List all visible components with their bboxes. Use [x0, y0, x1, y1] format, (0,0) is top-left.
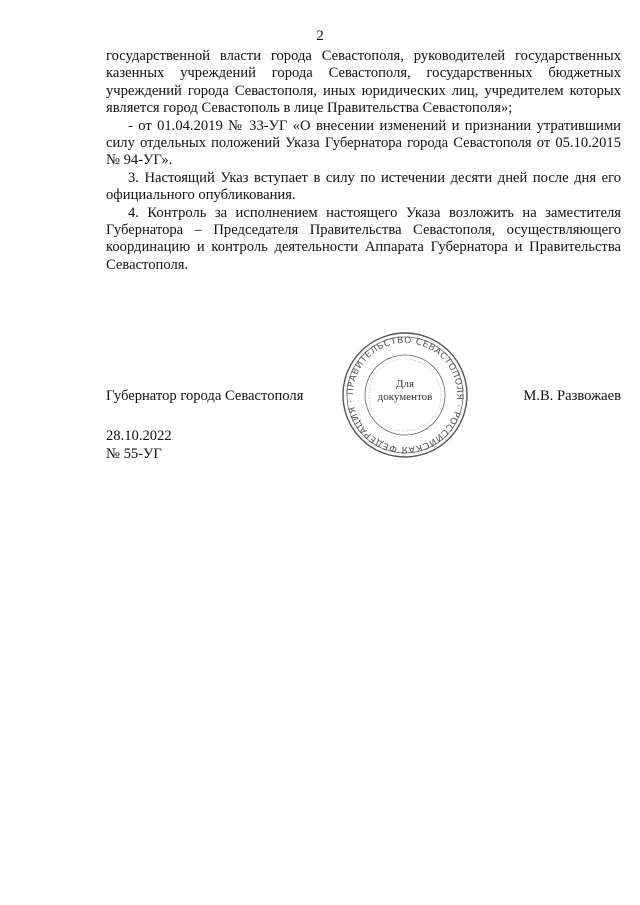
document-body	[106, 48, 621, 274]
seal-outer-text: ПРАВИТЕЛЬСТВО СЕВАСТОПОЛЯ · РОССИЙСКАЯ ФЕДЕРАЦИЯ ·	[345, 335, 465, 455]
paragraph-control: 4. Контроль за исполнением настоящего Указа возложить на заместителя Губернатора – Председателя Правительства Севастополя, осуществляющего координацию и контроль деятельности Аппарата Губернатора и Правительства Севастополя.	[106, 204, 621, 273]
paragraph-repealed-decree: - от 01.04.2019 № 33-УГ «О внесении изменений и признании утратившими силу отдельных положений Указа Губернатора города Севастополя от 05.10.2015 № 94-УГ».	[106, 117, 621, 169]
paragraph-entry-into-force: 3. Настоящий Указ вступает в силу по истечении десяти дней после дня его официального опубликования.	[106, 169, 621, 204]
seal-center-text	[340, 378, 470, 404]
document-number: № 55-УГ	[106, 446, 162, 462]
official-seal	[340, 330, 470, 460]
signer-title: Губернатор города Севастополя	[106, 388, 304, 404]
seal-center-line-2: документов	[377, 391, 433, 403]
document-date: 28.10.2022	[106, 428, 172, 444]
signer-name: М.В. Развожаев	[523, 388, 621, 404]
page-number: 2	[316, 28, 324, 44]
paragraph-continuation: государственной власти города Севастополя, руководителей государственных казенных учреждений города Севастополя, государственных бюджетных учреждений города Севастополя, иных юридических лиц, учредителем которых является город Севастополь в лице Правительства Севастополя»;	[106, 48, 621, 117]
seal-center-line-1: Для	[395, 378, 415, 390]
